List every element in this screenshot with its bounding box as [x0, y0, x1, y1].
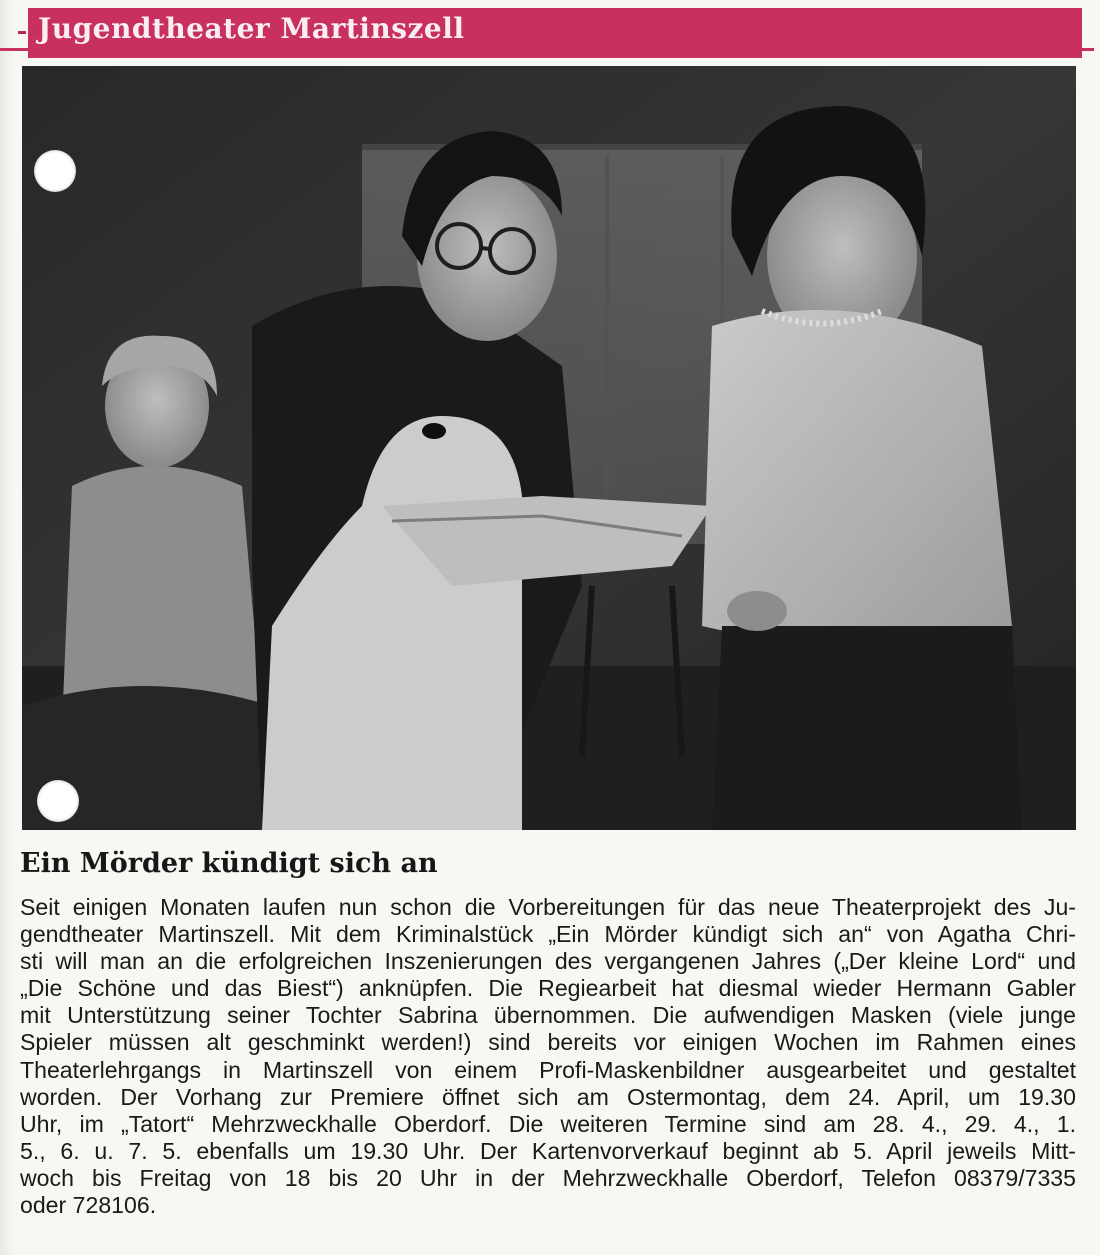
body-line: oder 728106.	[20, 1192, 157, 1219]
body-line: 5., 6. u. 7. 5. ebenfalls um 19.30 Uhr. Der Kartenvorverkauf beginnt ab 5. April jeweils Mitt-	[20, 1137, 1076, 1164]
body-line: Seit einigen Monaten laufen nun schon die Vorbereitungen für das neue Theaterprojekt des Ju-	[20, 894, 1076, 920]
body-line: woch bis Freitag von 18 bis 20 Uhr in der Mehrzweckhalle Oberdorf, Telefon 08379/7335	[20, 1164, 1076, 1191]
newspaper-photo-icon	[22, 66, 1076, 830]
section-title: Jugendtheater Martinszell	[38, 12, 465, 45]
punch-hole	[34, 150, 76, 192]
body-line: gendtheater Martinszell. Mit dem Kriminalstück „Ein Mörder kündigt sich an“ von Agatha Chri-	[20, 921, 1076, 948]
body-line: Spieler müssen alt geschminkt werden!) sind bereits vor einigen Wochen im Rahmen eines	[20, 1029, 1076, 1056]
page-edge	[0, 0, 14, 1255]
body-line: sti will man an die erfolgreichen Inszenierungen des vergangenen Jahres („Der kleine Lord“ und	[20, 948, 1076, 975]
article-photo	[22, 66, 1076, 830]
body-line: mit Unterstützung seiner Tochter Sabrina übernommen. Die aufwendigen Masken (viele junge	[20, 1002, 1076, 1029]
body-line: Theaterlehrgangs in Martinszell von einem Profi-Maskenbildner ausgearbeitet und gestaltet	[20, 1056, 1076, 1083]
header-dash	[18, 31, 26, 34]
punch-hole	[37, 780, 79, 822]
article-body	[20, 894, 1076, 1244]
body-line: worden. Der Vorhang zur Premiere öffnet sich am Ostermontag, dem 24. April, um 19.30	[20, 1083, 1076, 1110]
body-line: Uhr, im „Tatort“ Mehrzweckhalle Oberdorf. Die weiteren Termine sind am 28. 4., 29. 4., 1.	[20, 1110, 1076, 1137]
body-line: „Die Schöne und das Biest“) anknüpfen. Die Regiearbeit hat diesmal wieder Hermann Gabler	[20, 975, 1076, 1002]
article-headline: Ein Mörder kündigt sich an	[20, 848, 438, 879]
